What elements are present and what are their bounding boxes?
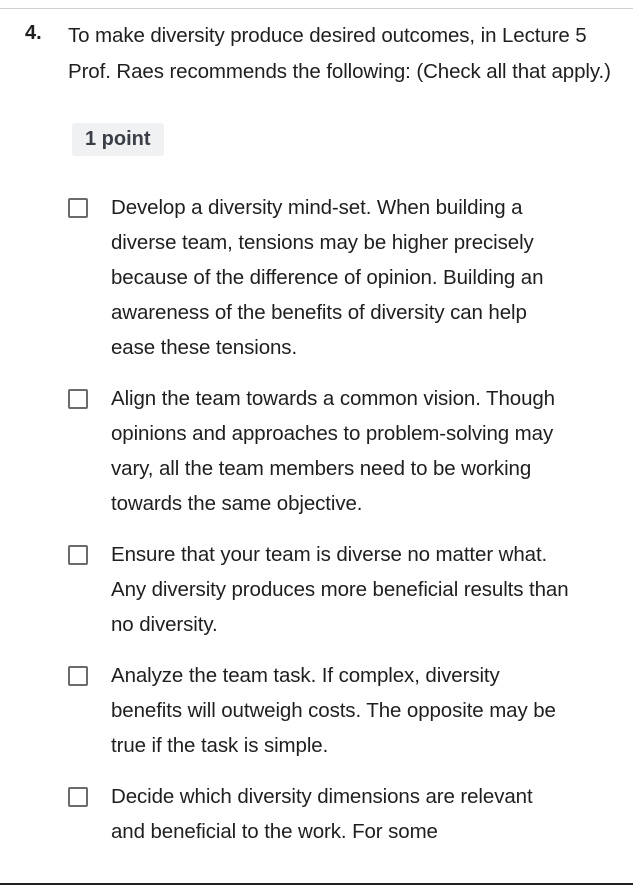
checkbox[interactable] [68,389,88,409]
option-2[interactable] [0,381,633,521]
checkbox[interactable] [68,666,88,686]
checkbox[interactable] [68,198,88,218]
option-label: Ensure that your team is diverse no matter what. Any diversity produces more beneficial results than no diversity. [111,543,569,636]
checkbox[interactable] [68,545,88,565]
option-3[interactable] [0,537,633,642]
option-5[interactable] [0,779,633,849]
points-badge: 1 point [72,123,164,156]
option-1[interactable] [0,190,633,365]
question-text: To make diversity produce desired outcomes, in Lecture 5 Prof. Raes recommends the following: (Check all that apply.) [68,24,611,83]
checkbox[interactable] [68,787,88,807]
option-4[interactable] [0,658,633,763]
option-label: Analyze the team task. If complex, diversity benefits will outweigh costs. The opposite may be true if the task is simple. [111,664,556,757]
option-label: Decide which diversity dimensions are relevant and beneficial to the work. For some [111,785,533,843]
option-label: Develop a diversity mind-set. When building a diverse team, tensions may be higher precisely because of the difference of opinion. Building an awareness of the benefits of diversity can help ease these tensions. [111,196,544,359]
top-divider [0,8,633,9]
question-number: 4. [25,22,42,44]
option-label: Align the team towards a common vision. Though opinions and approaches to problem-solving may vary, all the team members need to be working towards the same objective. [111,387,555,515]
options-list [0,190,633,865]
